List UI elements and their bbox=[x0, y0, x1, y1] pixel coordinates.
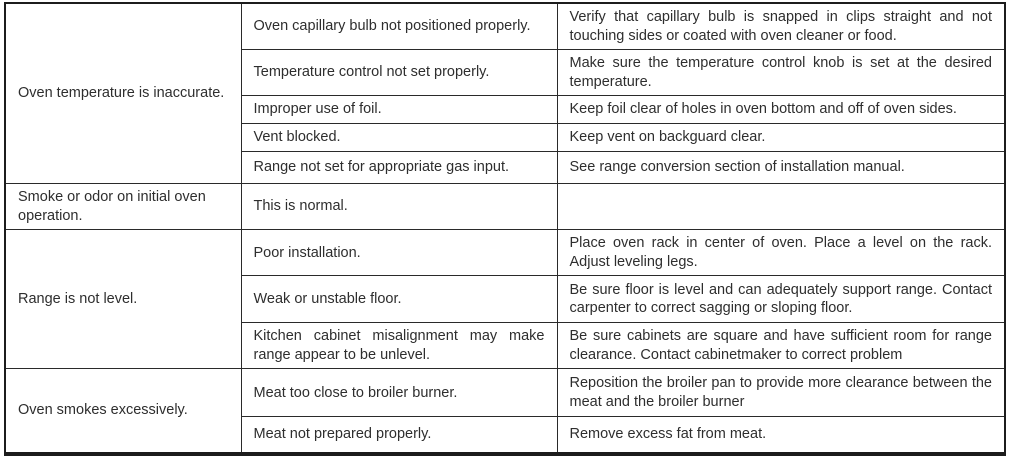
troubleshooting-table bbox=[4, 2, 1006, 456]
cause-cell: Weak or unstable floor. bbox=[241, 276, 557, 323]
table-row bbox=[5, 369, 1005, 417]
problem-cell: Range is not level. bbox=[5, 230, 241, 369]
cause-cell: This is normal. bbox=[241, 184, 557, 230]
cause-cell: Vent blocked. bbox=[241, 124, 557, 152]
problem-cell: Oven smokes excessively. bbox=[5, 369, 241, 454]
solution-cell: Reposition the broiler pan to provide more clearance between the meat and the broiler burner bbox=[557, 369, 1005, 417]
cause-cell: Poor installation. bbox=[241, 230, 557, 276]
solution-cell: Place oven rack in center of oven. Place a level on the rack. Adjust leveling legs. bbox=[557, 230, 1005, 276]
problem-cell: Oven temperature is inaccurate. bbox=[5, 3, 241, 184]
problem-cell: Smoke or odor on initial oven operation. bbox=[5, 184, 241, 230]
solution-cell: Be sure floor is level and can adequately support range. Contact carpenter to correct sagging or sloping floor. bbox=[557, 276, 1005, 323]
cause-cell: Meat not prepared properly. bbox=[241, 417, 557, 454]
table-row bbox=[5, 3, 1005, 50]
solution-cell: Make sure the temperature control knob is set at the desired temperature. bbox=[557, 50, 1005, 96]
solution-cell: Keep vent on backguard clear. bbox=[557, 124, 1005, 152]
cause-cell: Oven capillary bulb not positioned properly. bbox=[241, 3, 557, 50]
cause-cell: Meat too close to broiler burner. bbox=[241, 369, 557, 417]
cause-cell: Range not set for appropriate gas input. bbox=[241, 152, 557, 184]
cause-cell: Kitchen cabinet misalignment may make range appear to be unlevel. bbox=[241, 323, 557, 369]
solution-cell bbox=[557, 184, 1005, 230]
cause-cell: Improper use of foil. bbox=[241, 96, 557, 124]
solution-cell: Keep foil clear of holes in oven bottom and off of oven sides. bbox=[557, 96, 1005, 124]
table-row bbox=[5, 230, 1005, 276]
solution-cell: See range conversion section of installation manual. bbox=[557, 152, 1005, 184]
solution-cell: Be sure cabinets are square and have sufficient room for range clearance. Contact cabinetmaker to correct problem bbox=[557, 323, 1005, 369]
table-row bbox=[5, 184, 1005, 230]
cause-cell: Temperature control not set properly. bbox=[241, 50, 557, 96]
solution-cell: Remove excess fat from meat. bbox=[557, 417, 1005, 454]
solution-cell: Verify that capillary bulb is snapped in clips straight and not touching sides or coated with oven cleaner or food. bbox=[557, 3, 1005, 50]
